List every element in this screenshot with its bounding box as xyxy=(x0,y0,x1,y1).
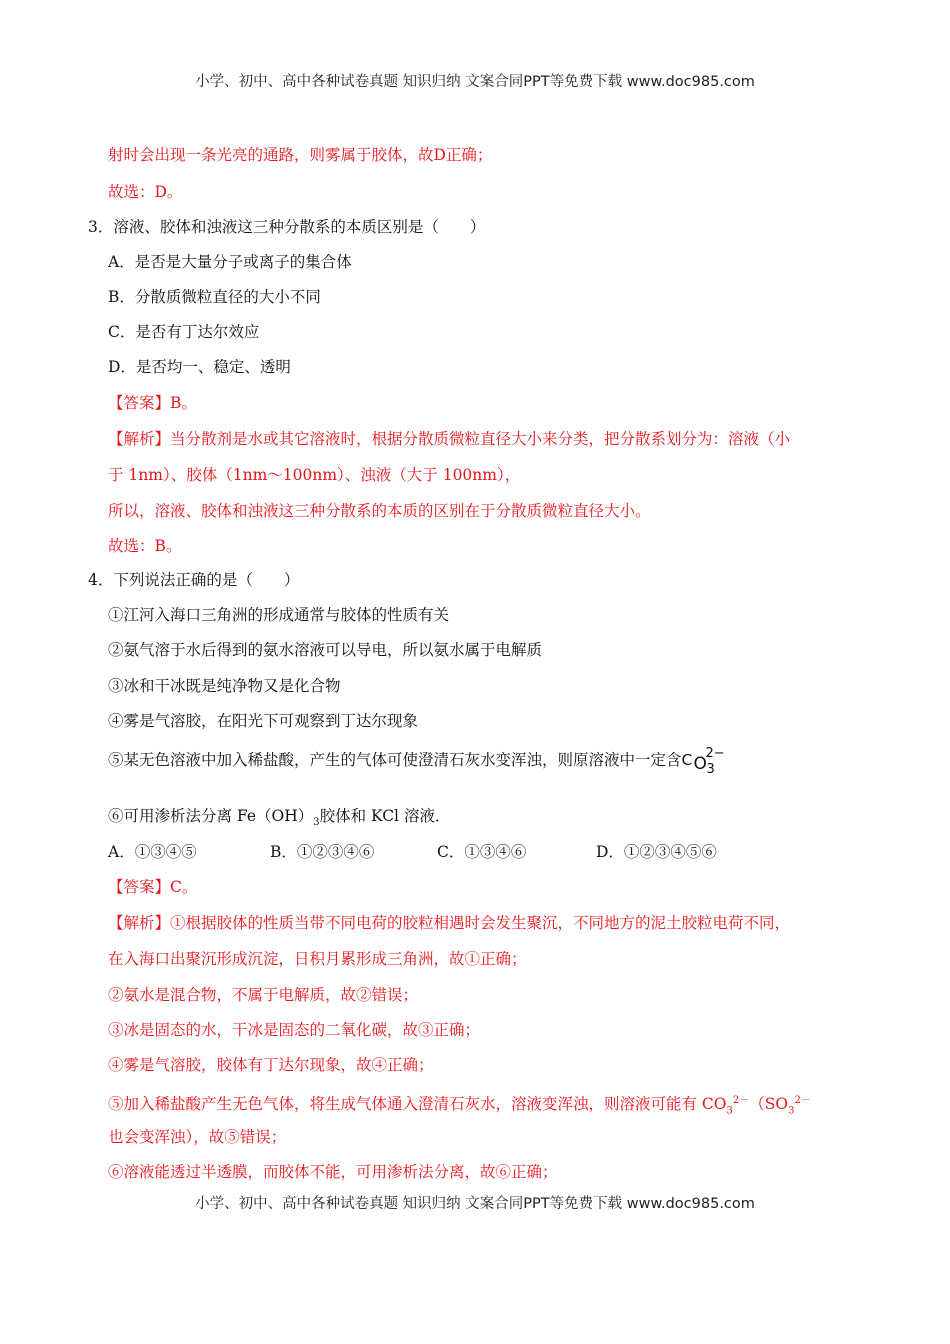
q4-statement-6-sub: 3 xyxy=(313,817,320,829)
q4-statement-4: ④雾是气溶胶，在阳光下可观察到丁达尔现象 xyxy=(108,712,419,730)
q4-analysis-line-7: 也会变浑浊），故⑤错误； xyxy=(108,1128,287,1146)
ion-subscript: 3 xyxy=(706,762,715,777)
q4-analysis-line-6 xyxy=(108,1091,811,1121)
q4-statement-6-text-b: 胶体和 KCl 溶液． xyxy=(319,807,451,825)
q4-statement-5-text: ⑤某无色溶液中加入稀盐酸，产生的气体可使澄清石灰水变浑浊，则原溶液中一定含 xyxy=(108,751,682,769)
q4-analysis-line-3: ②氨水是混合物，不属于电解质，故②错误； xyxy=(108,986,419,1004)
co3-subscript: 3 xyxy=(726,1105,733,1117)
prev-choice: 故选：D。 xyxy=(108,183,183,201)
q4-option-d: D．①②③④⑤⑥ xyxy=(596,843,717,861)
q4-options xyxy=(108,842,717,862)
ion-charge: 2− xyxy=(705,746,725,761)
q4-option-b: B．①②③④⑥ xyxy=(270,843,375,861)
q4-statement-5 xyxy=(108,746,725,777)
q4-answer: 【答案】C。 xyxy=(108,878,198,896)
so3-subscript: 3 xyxy=(788,1105,795,1117)
q4-analysis-6-mid: （SO xyxy=(749,1095,789,1114)
q3-analysis-line-3: 所以，溶液、胶体和浊液这三种分散系的本质的区别在于分散质微粒直径大小。 xyxy=(108,502,651,520)
q3-option-b: B．分散质微粒直径的大小不同 xyxy=(108,288,321,306)
q4-analysis-line-8: ⑥溶液能透过半透膜，而胶体不能，可用渗析法分离，故⑥正确； xyxy=(108,1163,558,1181)
q3-analysis-line-1: 【解析】当分散剂是水或其它溶液时，根据分散质微粒直径大小来分类，把分散系划分为：溶液（小 xyxy=(108,430,791,448)
carbonate-ion-formula xyxy=(681,746,725,777)
so3-charge: 2－ xyxy=(794,1095,811,1106)
q4-statement-2: ②氨气溶于水后得到的氨水溶液可以导电，所以氨水属于电解质 xyxy=(108,641,543,659)
q3-option-a: A．是否是大量分子或离子的集合体 xyxy=(108,253,352,271)
q4-analysis-line-5: ④雾是气溶胶，胶体有丁达尔现象，故④正确； xyxy=(108,1056,434,1074)
page-header: 小学、初中、高中各种试卷真题 知识归纳 文案合同PPT等免费下载 www.doc985.com xyxy=(195,74,755,90)
q3-stem: 3．溶液、胶体和浊液这三种分散系的本质区别是（ ） xyxy=(88,218,486,236)
q4-analysis-line-2: 在入海口出聚沉形成沉淀，日积月累形成三角洲，故①正确； xyxy=(108,950,527,968)
q4-statement-6-text-a: ⑥可用渗析法分离 Fe（OH） xyxy=(108,807,314,825)
q4-analysis-line-1: 【解析】①根据胶体的性质当带不同电荷的胶粒相遇时会发生聚沉，不同地方的泥土胶粒电荷不同， xyxy=(108,914,791,932)
page-footer: 小学、初中、高中各种试卷真题 知识归纳 文案合同PPT等免费下载 www.doc985.com xyxy=(195,1196,755,1212)
q3-option-d: D．是否均一、稳定、透明 xyxy=(108,358,291,376)
q4-analysis-line-4: ③冰是固态的水，干冰是固态的二氧化碳，故③正确； xyxy=(108,1021,481,1039)
q4-statement-3: ③冰和干冰既是纯净物又是化合物 xyxy=(108,677,341,695)
q4-option-c: C．①③④⑥ xyxy=(437,843,527,861)
q3-answer: 【答案】B。 xyxy=(108,394,197,412)
q3-choice: 故选：B。 xyxy=(108,537,182,555)
q4-statement-1: ①江河入海口三角洲的形成通常与胶体的性质有关 xyxy=(108,606,450,624)
q3-analysis-line-2: 于 1nm）、胶体（1nm～100nm）、浊液（大于 100nm）， xyxy=(108,466,521,484)
q4-option-a: A．①③④⑤ xyxy=(108,843,197,861)
q4-stem: 4．下列说法正确的是（ ） xyxy=(88,571,300,589)
q3-option-c: C．是否有丁达尔效应 xyxy=(108,323,260,341)
co3-charge: 2－ xyxy=(732,1095,750,1106)
prev-analysis-line: 射时会出现一条光亮的通路，则雾属于胶体，故D正确； xyxy=(108,146,493,164)
ion-c: C xyxy=(681,751,693,769)
q4-analysis-6-text: ⑤加入稀盐酸产生无色气体，将生成气体通入澄清石灰水，溶液变浑浊，则溶液可能有 CO xyxy=(108,1095,727,1114)
ion-o: O xyxy=(693,754,707,774)
q4-statement-6 xyxy=(108,806,450,833)
